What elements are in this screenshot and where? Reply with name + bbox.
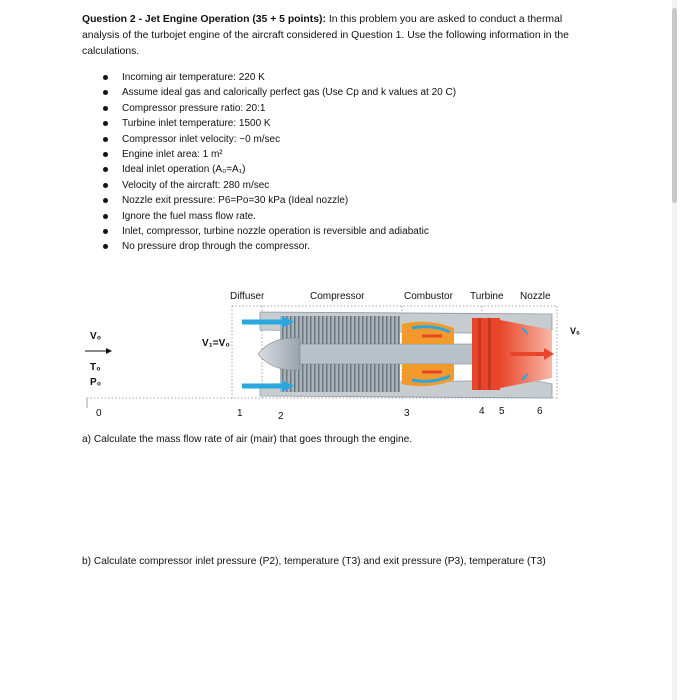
station-6: 6 [537, 406, 543, 417]
list-item: Velocity of the aircraft: 280 m/sec [122, 178, 602, 193]
list-item: Engine inlet area: 1 m² [122, 147, 602, 162]
given-information-list [82, 70, 602, 255]
turbine-stages [472, 318, 500, 390]
question-a: a) Calculate the mass flow rate of air (mair) that goes through the engine. [82, 434, 413, 445]
turbojet-engine-diagram [82, 284, 602, 424]
station-1: 1 [237, 408, 243, 419]
compressor-label: Compressor [310, 291, 365, 302]
question-heading: Question 2 - Jet Engine Operation (35 + 5 points): [82, 14, 326, 25]
turbine-blade [478, 318, 481, 390]
diffuser-label: Diffuser [230, 291, 265, 302]
list-item: Nozzle exit pressure: P6=Po=30 kPa (Ideal nozzle) [122, 193, 602, 208]
question-b: b) Calculate compressor inlet pressure (P2), temperature (T3) and exit pressure (P3), temperature (T3) [82, 556, 546, 567]
list-item: Turbine inlet temperature: 1500 K [122, 116, 602, 131]
p0-label: P₀ [90, 377, 102, 388]
turbine-label: Turbine [470, 291, 504, 302]
v6-label: V₆ [570, 326, 581, 336]
combustor-label: Combustor [404, 291, 453, 302]
turbine-blade [488, 318, 491, 390]
question-intro [82, 12, 602, 60]
list-item: Compressor pressure ratio: 20:1 [122, 101, 602, 116]
station-3: 3 [404, 408, 410, 419]
station-2: 2 [278, 411, 284, 422]
station-4: 4 [479, 406, 485, 417]
list-item: Ideal inlet operation (A₀=A₁) [122, 162, 602, 177]
v1-label: V₁=V₀ [202, 338, 230, 349]
v0-label: V₀ [90, 331, 102, 342]
station-5: 5 [499, 406, 505, 417]
t0-label: T₀ [90, 362, 101, 373]
list-item: No pressure drop through the compressor. [122, 239, 602, 254]
list-item: Inlet, compressor, turbine nozzle operation is reversible and adiabatic [122, 224, 602, 239]
question-intro-text: In this problem you are asked to conduct a thermal analysis of the turbojet engine of the aircraft considered in Question 1. Use the following information in the calculations. [82, 14, 569, 57]
spinner-cone [258, 338, 300, 370]
nozzle-label: Nozzle [520, 291, 551, 302]
scrollbar-thumb[interactable] [672, 8, 677, 203]
list-item: Compressor inlet velocity: ~0 m/sec [122, 132, 602, 147]
station-0: 0 [96, 408, 102, 419]
list-item: Ignore the fuel mass flow rate. [122, 209, 602, 224]
list-item: Incoming air temperature: 220 K [122, 70, 602, 85]
v0-arrowhead [106, 348, 112, 354]
list-item: Assume ideal gas and calorically perfect gas (Use Cp and k values at 20 C) [122, 85, 602, 100]
question-2-document [82, 12, 602, 255]
